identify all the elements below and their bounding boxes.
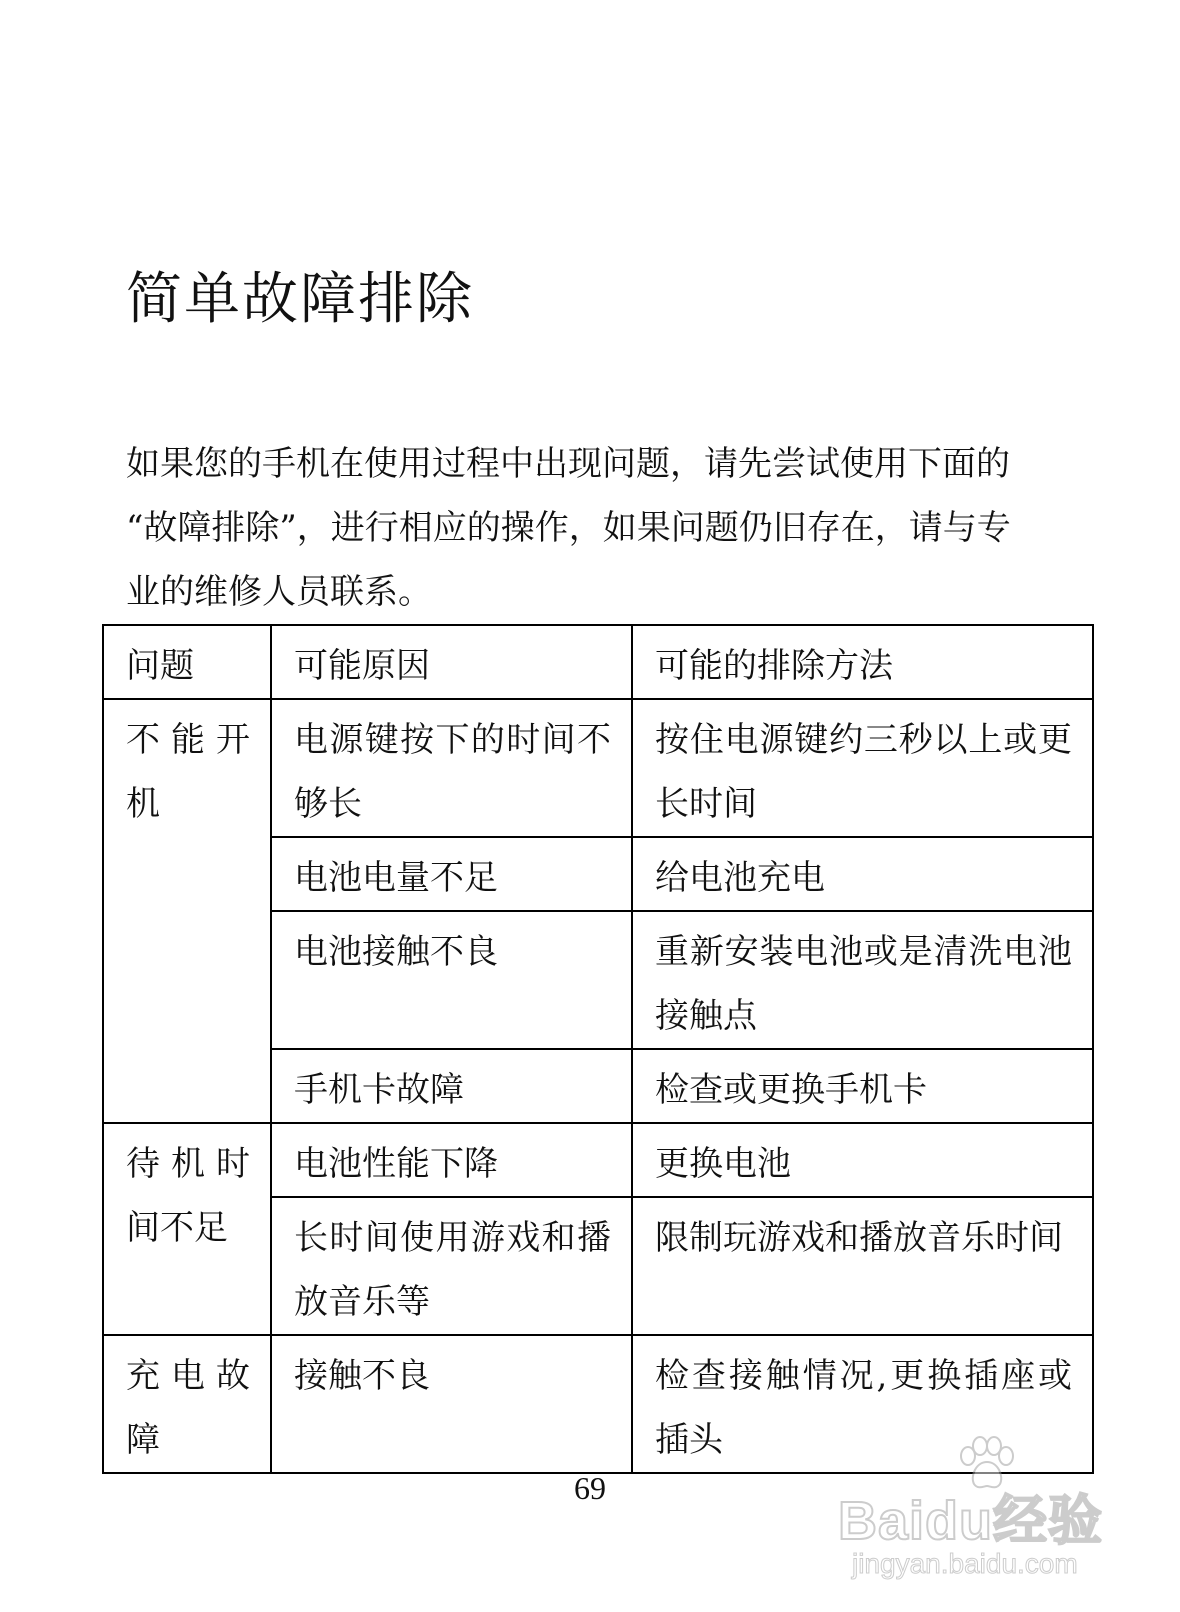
header-solution: 可能的排除方法 xyxy=(632,625,1093,699)
solution-cell: 更换电池 xyxy=(632,1123,1093,1197)
table-header-row xyxy=(103,625,1093,699)
solution-cell: 限制玩游戏和播放音乐时间 xyxy=(632,1197,1093,1335)
table-row xyxy=(103,1123,1093,1197)
solution-cell: 检查接触情况,更换插座或插头 xyxy=(632,1335,1093,1473)
problem-cell: 不能开机 xyxy=(103,699,271,1123)
page-number: 69 xyxy=(574,1470,606,1506)
intro-line: 如果您的手机在使用过程中出现问题，请先尝试使用下面的 xyxy=(126,444,1010,484)
problem-cell: 待机时间不足 xyxy=(103,1123,271,1335)
problem-cell: 充电故障 xyxy=(103,1335,271,1473)
solution-cell: 检查或更换手机卡 xyxy=(632,1049,1093,1123)
cause-cell: 电池电量不足 xyxy=(271,837,632,911)
header-cause: 可能原因 xyxy=(271,625,632,699)
baidu-watermark xyxy=(838,1436,1128,1586)
solution-cell: 重新安装电池或是清洗电池接触点 xyxy=(632,911,1093,1049)
cause-cell: 电池性能下降 xyxy=(271,1123,632,1197)
cause-cell: 电池接触不良 xyxy=(271,911,632,1049)
intro-paragraph xyxy=(126,432,1086,624)
watermark-site: jingyan.baidu.com xyxy=(852,1548,1078,1579)
intro-line: 业的维修人员联系。 xyxy=(126,572,432,612)
page-title: 简单故障排除 xyxy=(126,267,474,332)
watermark-brand: Baidu经验 xyxy=(838,1491,1104,1551)
troubleshooting-table xyxy=(102,624,1094,1474)
intro-line: “故障排除”，进行相应的操作，如果问题仍旧存在，请与专 xyxy=(126,508,1011,548)
table-row xyxy=(103,699,1093,837)
solution-cell: 按住电源键约三秒以上或更长时间 xyxy=(632,699,1093,837)
cause-cell: 手机卡故障 xyxy=(271,1049,632,1123)
solution-cell: 给电池充电 xyxy=(632,837,1093,911)
cause-cell: 接触不良 xyxy=(271,1335,632,1473)
cause-cell: 长时间使用游戏和播放音乐等 xyxy=(271,1197,632,1335)
header-problem: 问题 xyxy=(103,625,271,699)
cause-cell: 电源键按下的时间不够长 xyxy=(271,699,632,837)
